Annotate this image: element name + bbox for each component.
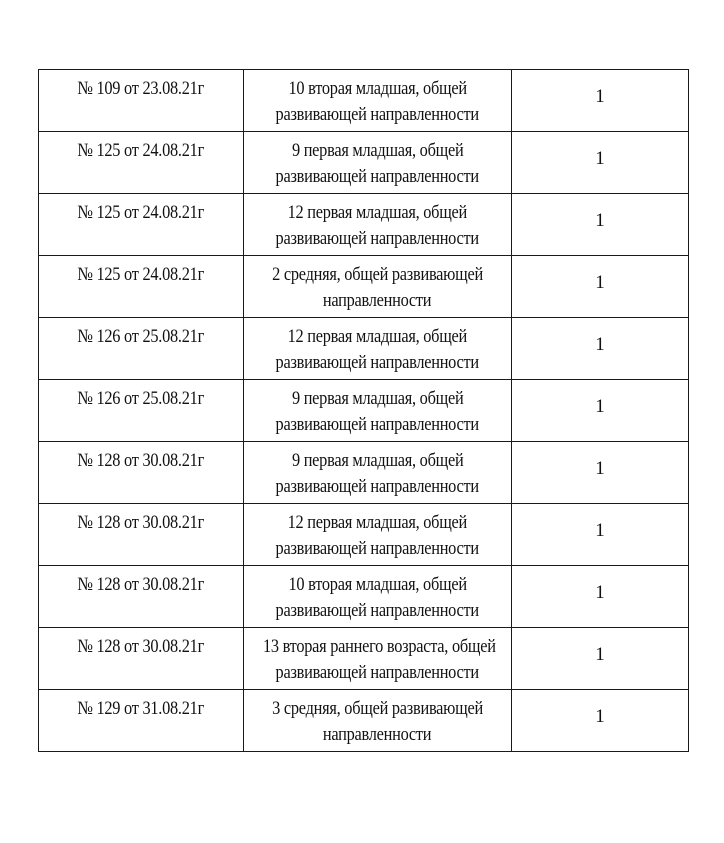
group-cell [244, 256, 512, 318]
group-text-line1: 10 вторая младшая, общей [288, 574, 467, 595]
group-text-line2: развивающей направленности [275, 228, 480, 249]
order-text: № 125 от 24.08.21г [77, 264, 205, 285]
count-text: 1 [595, 148, 605, 169]
count-cell [512, 318, 689, 380]
count-cell [512, 380, 689, 442]
table-row [39, 132, 689, 194]
table-row [39, 690, 689, 752]
orders-table-body [39, 70, 689, 752]
order-text: № 128 от 30.08.21г [77, 512, 205, 533]
group-text-line1: 12 первая младшая, общей [287, 202, 468, 223]
count-cell [512, 132, 689, 194]
group-cell [244, 194, 512, 256]
order-cell [39, 442, 244, 504]
order-text: № 126 от 25.08.21г [77, 388, 205, 409]
group-text-line2: развивающей направленности [275, 662, 480, 683]
count-text: 1 [595, 582, 605, 603]
table-row [39, 318, 689, 380]
group-cell [244, 566, 512, 628]
count-text: 1 [595, 644, 605, 665]
group-text-line2: развивающей направленности [275, 414, 480, 435]
group-text-line1: 3 средняя, общей развивающей [272, 698, 483, 719]
group-text-line2: развивающей направленности [275, 476, 480, 497]
group-text-line1: 9 первая младшая, общей [291, 388, 464, 409]
group-cell [244, 318, 512, 380]
order-text: № 128 от 30.08.21г [77, 450, 205, 471]
count-text: 1 [595, 86, 605, 107]
count-text: 1 [595, 458, 605, 479]
order-text: № 128 от 30.08.21г [77, 636, 205, 657]
group-text-line1: 9 первая младшая, общей [291, 450, 464, 471]
order-cell [39, 690, 244, 752]
group-cell [244, 70, 512, 132]
order-cell [39, 256, 244, 318]
count-cell [512, 194, 689, 256]
orders-table [38, 69, 689, 752]
order-cell [39, 380, 244, 442]
count-text: 1 [595, 210, 605, 231]
group-text-line2: развивающей направленности [275, 538, 480, 559]
order-text: № 125 от 24.08.21г [77, 202, 205, 223]
count-cell [512, 256, 689, 318]
group-text-line1: 2 средняя, общей развивающей [272, 264, 483, 285]
order-text: № 128 от 30.08.21г [77, 574, 205, 595]
count-cell [512, 690, 689, 752]
order-cell [39, 566, 244, 628]
order-cell [39, 504, 244, 566]
group-text-line2: развивающей направленности [275, 166, 480, 187]
order-text: № 125 от 24.08.21г [77, 140, 205, 161]
table-row [39, 70, 689, 132]
table-row [39, 194, 689, 256]
count-text: 1 [595, 520, 605, 541]
group-text-line2: направленности [323, 290, 432, 311]
group-text-line1: 10 вторая младшая, общей [288, 78, 467, 99]
count-text: 1 [595, 334, 605, 355]
order-text: № 109 от 23.08.21г [77, 78, 205, 99]
group-cell [244, 442, 512, 504]
order-cell [39, 132, 244, 194]
group-text-line1: 12 первая младшая, общей [287, 512, 468, 533]
order-text: № 129 от 31.08.21г [77, 698, 205, 719]
group-text-line2: развивающей направленности [275, 104, 480, 125]
group-cell [244, 380, 512, 442]
table-row [39, 256, 689, 318]
group-text-line1: 12 первая младшая, общей [287, 326, 468, 347]
group-text-line2: направленности [323, 724, 432, 745]
group-cell [244, 504, 512, 566]
group-cell [244, 628, 512, 690]
count-text: 1 [595, 706, 605, 727]
group-text-line2: развивающей направленности [275, 352, 480, 373]
table-row [39, 628, 689, 690]
table-row [39, 504, 689, 566]
group-cell [244, 690, 512, 752]
count-text: 1 [595, 396, 605, 417]
count-text: 1 [595, 272, 605, 293]
order-cell [39, 70, 244, 132]
order-cell [39, 318, 244, 380]
table-row [39, 442, 689, 504]
count-cell [512, 442, 689, 504]
group-cell [244, 132, 512, 194]
count-cell [512, 70, 689, 132]
group-text-line1: 13 вторая раннего возраста, общей [262, 636, 496, 657]
group-text-line2: развивающей направленности [275, 600, 480, 621]
table-row [39, 566, 689, 628]
group-text-line1: 9 первая младшая, общей [291, 140, 464, 161]
order-cell [39, 194, 244, 256]
count-cell [512, 504, 689, 566]
count-cell [512, 628, 689, 690]
table-row [39, 380, 689, 442]
order-text: № 126 от 25.08.21г [77, 326, 205, 347]
count-cell [512, 566, 689, 628]
order-cell [39, 628, 244, 690]
